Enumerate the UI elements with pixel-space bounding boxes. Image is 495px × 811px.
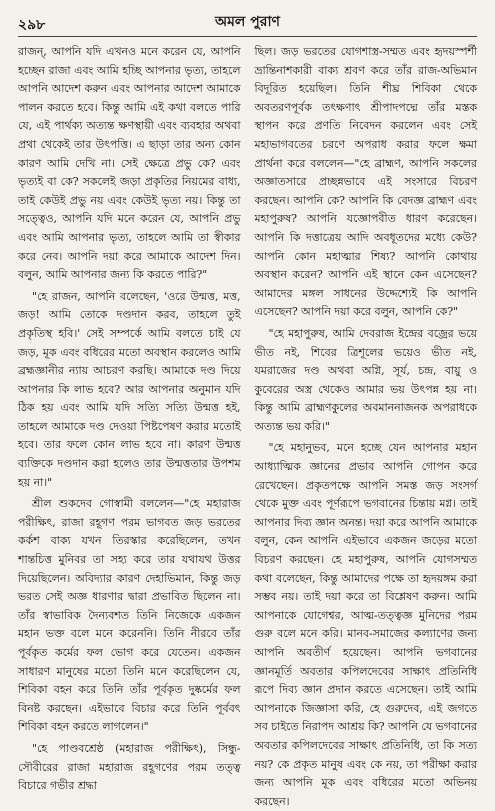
paragraph: "হে মহাপুরুষ, আমি দেবরাজ ইন্দ্রের বজ্রের ভয়ে ভীত নই, শিবের ত্রিশূলের ভয়েও ভীত নই, যমরাজের দণ্ড অথবা অগ্নি, সূর্য, চন্দ্র, বায়ু ও কুবেরের অস্ত্র থেকেও আমার ভয় উৎপন্ন হয় না। কিন্তু আমি ব্রাহ্মণকুলের অবমাননাজনক অপরাধকে অত্যন্ত ভয় করি।" xyxy=(254,326,477,433)
paragraph: "হে পাণ্ডবশ্রেষ্ঠ (মহারাজ পরীক্ষিৎ), সিন্ধু-সৌবীরের রাজা মহারাজ রহূগণের পরম তত্ত্ব বিচারে গভীর শ্রদ্ধা xyxy=(18,741,241,793)
paragraph: শ্রীল শুকদেব গোস্বামী বললেন—"হে মহারাজ পরীক্ষিৎ, রাজা রহূগণ পরম ভাগবত জড় ভরতের কর্কশ বাক্য যখন তিরস্কার করেছিলেন, তখন শান্তচিত্ত মুনিবর তা সহ্য করে তার যথাযথ উত্তর দিয়েছিলেন। অবিদ্যার কারণ দেহাভিমান, কিন্তু জড় ভরত সেই অজ্ঞ ধারণার দ্বারা প্রভাবিত ছিলেন না। তাঁর স্বাভাবিক দৈন্যবশত তিনি নিজেকে একজন মহান ভক্ত বলে মনে করেননি। তিনি নীরবে তাঁর পূর্বকৃত কর্মের ফল ভোগ করে যেতেন। একজন সাধারণ মানুষের মতো তিনি মনে করেছিলেন যে, শিবিকা বহন করে তিনি তাঁর পূর্বকৃত দুষ্কর্মের ফল বিনষ্ট করছেন। এইভাবে বিচার করে তিনি পূর্ববৎ শিবিকা বহন করতে লাগলেন।" xyxy=(18,497,241,734)
running-title: অমল পুরাণ xyxy=(215,14,280,30)
page-number: ২৯৮ xyxy=(18,17,46,33)
right-column xyxy=(254,43,478,808)
page-header xyxy=(18,8,477,37)
paragraph: "হে মহানুভব, মনে হচ্ছে যেন আপনার মহান আধ্যাত্মিক জ্ঞানের প্রভাব আপনি গোপন করে রেখেছেন। প্রকৃতপক্ষে আপনি সমস্ত জড় সংসর্গ থেকে মুক্ত এবং পূর্ণরূপে ভগবানের চিন্তায় মগ্ন। তাই আপনার দিব্য জ্ঞান অনন্ত। দয়া করে আপনি আমাকে বলুন, কেন আপনি এইভাবে একজন জড়ের মতো বিচরণ করছেন। হে মহাপুরুষ, আপনি যোগসম্মত কথা বলেছেন, কিন্তু আমাদের পক্ষে তা হৃদয়ঙ্গম করা সম্ভব নয়। তাই দয়া করে তা বিশ্লেষণ করুন। আমি আপনাকে যোগেশ্বর, আত্ম-তত্ত্বজ্ঞ মুনিদের পরম গুরু বলে মনে করি। মানব-সমাজের কল্যাণের জন্য আপনি অবতীর্ণ হয়েছেন। আপনি ভগবানের জ্ঞানমূর্তি অবতার কপিলদেবের সাক্ষাৎ প্রতিনিধি রূপে দিব্য জ্ঞান প্রদান করতে এসেছেন। তাই আমি আপনাকে জিজ্ঞাসা করি, হে গুরুদেব, এই জগতে সব চাইতে নিরাপদ আশ্রয় কি? আপনি যে ভগবানের অবতার কপিলদেবের সাক্ষাৎ প্রতিনিধি, তা কি সত্য নয়? কে প্রকৃত মানুষ এবং কে নয়, তা পরীক্ষা করার জন্য আপনি মূক এবং বধিরের মতো অভিনয় করছেন। xyxy=(254,441,477,808)
paragraph: রাজন্, আপনি যদি এখনও মনে করেন যে, আপনি হচ্ছেন রাজা এবং আমি হচ্ছি আপনার ভৃত্য, তাহলে আপনি আদেশ করুন এবং আপনার আদেশ আমাকে পালন করতে হবে। কিন্তু আমি এই কথা বলতে পারি যে, এই পার্থক্য অত্যন্ত ক্ষণস্থায়ী এবং ব্যবহার অথবা প্রথা থেকেই তার উৎপত্তি। এ ছাড়া তার অন্য কোন কারণ আমি দেখি না। সেই ক্ষেত্রে প্রভু কে? এবং ভৃত্যই বা কে? সকলেই জড়া প্রকৃতির নিয়মের বাধ্য, তাই কেউই প্রভু নয় এবং কেউই ভৃত্য নয়। কিন্তু তা সত্ত্বেও, আপনি যদি মনে করেন যে, আপনি প্রভু এবং আমি আপনার ভৃত্য, তাহলে আমি তা স্বীকার করে নেব। আপনি দয়া করে আমাকে আদেশ দিন। বলুন, আমি আপনার জন্য কি করতে পারি?" xyxy=(18,45,241,282)
text-columns xyxy=(18,43,477,808)
left-column xyxy=(18,43,241,793)
paragraph: ছিল। জড় ভরতের যোগশাস্ত্র-সম্মত এবং হৃদয়স্পর্শী ভ্রান্তিনাশকারী বাক্য শ্রবণ করে তাঁর রাজ-অভিমান বিদূরিত হয়েছিল। তিনি শীঘ্র শিবিকা থেকে অবতরণপূর্বক তৎক্ষণাৎ শ্রীপাদপদ্মে তাঁর মস্তক স্থাপন করে প্রণতি নিবেদন করলেন এবং সেই মহাভাগবতের চরণে অপরাধ করার ফলে ক্ষমা প্রার্থনা করে বললেন—"হে ব্রাহ্মণ, আপনি সকলের অজ্ঞাতসারে প্রচ্ছন্নভাবে এই সংসারে বিচরণ করছেন। আপনি কে? আপনি কি বেদজ্ঞ ব্রাহ্মণ এবং মহাপুরুষ? আপনি যজ্ঞোপবীত ধারণ করেছেন। আপনি কি দত্তাত্রেয় আদি অবধূতদের মধ্যে কেউ? আপনি কোন মহাত্মার শিষ্য? আপনি কোথায় অবস্থান করেন? আপনি এই স্থানে কেন এসেছেন? আমাদের মঙ্গল সাধনের উদ্দেশ্যেই কি আপনি এসেছেন? আপনি দয়া করে বলুন, আপনি কে?" xyxy=(254,45,477,319)
paragraph: "হে রাজন, আপনি বলেছেন, 'ওরে উন্মত্ত, মত্ত, জড়! আমি তোকে দণ্ডদান করব, তাহলে তুই প্রকৃতিস্থ হবি।' সেই সম্পর্কে আমি বলতে চাই যে জড়, মূক এবং বধিরের মতো অবস্থান করলেও আমি ব্রহ্মজ্ঞানীর ন্যায় আচরণ করছি। আমাকে দণ্ড দিয়ে আপনার কি লাভ হবে? আর আপনার অনুমান যদি ঠিক হয় এবং আমি যদি সত্যি সত্যি উন্মত্ত হই, তাহলে আমাকে দণ্ড দেওয়া পিষ্টপেষণ করার মতোই হবে। তার ফলে কোন লাভ হবে না। কারণ উন্মত্ত ব্যক্তিকে দণ্ডদান করা হলেও তার উন্মত্ততার উপশম হয় না।" xyxy=(18,289,241,489)
